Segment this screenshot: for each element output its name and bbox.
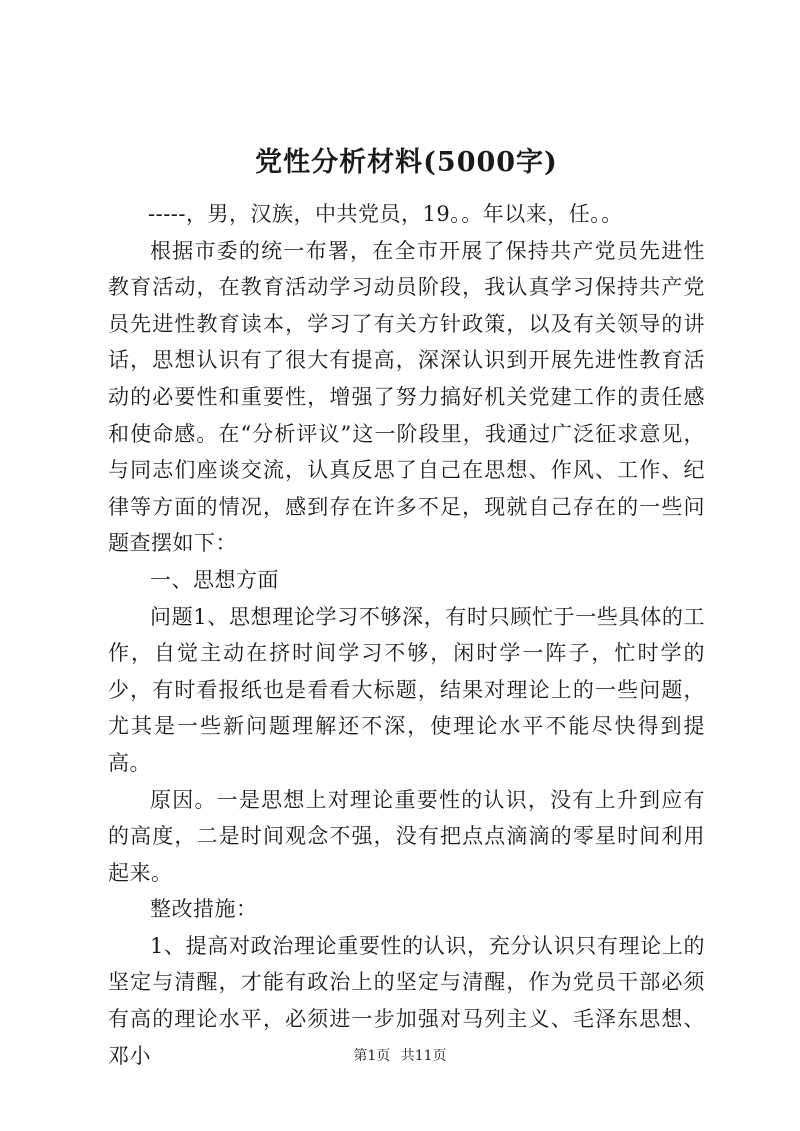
paragraph-measures-heading: 整改措施： <box>150 897 258 922</box>
document-title: 党性分析材料(5000字) <box>255 147 558 178</box>
section-heading-thought: 一、思想方面 <box>150 567 279 592</box>
page-number: 第1页 <box>353 1048 391 1064</box>
intro-line: -----，男，汉族，中共党员，19。。年以来，任。。 <box>148 202 623 226</box>
document-body <box>108 196 705 1074</box>
paragraph-measure-1: 1、提高对政治理论重要性的认识，充分认识只有理论上的坚定与清醒，才能有政治上的坚定与清醒，作为党员干部必须有高的理论水平，必须进一步加强对马列主义、毛泽东思想、邓小 <box>108 933 705 1068</box>
paragraph-background: 根据市委的统一布署，在全市开展了保持共产党员先进性教育活动，在教育活动学习动员阶段，我认真学习保持共产党员先进性教育读本，学习了有关方针政策，以及有关领导的讲话，思想认识有了很大有提高，深深认识到开展先进性教育活动的必要性和重要性，增强了努力搞好机关党建工作的责任感和使命感。在“分析评议”这一阶段里，我通过广泛征求意见，与同志们座谈交流，认真反思了自己在思想、作风、工作、纪律等方面的情况，感到存在许多不足，现就自己存在的一些问题查摆如下： <box>108 238 705 556</box>
page-footer <box>0 1045 800 1065</box>
paragraph-cause: 原因。一是思想上对理论重要性的认识，没有上升到应有的高度，二是时间观念不强，没有把点点滴滴的零星时间利用起来。 <box>108 787 705 885</box>
page-total: 共11页 <box>400 1048 447 1064</box>
paragraph-problem-1: 问题1、思想理论学习不够深，有时只顾忙于一些具体的工作，自觉主动在挤时间学习不够，闲时学一阵子，忙时学的少，有时看报纸也是看看大标题，结果对理论上的一些问题，尤其是一些新问题理解还不深，使理论水平不能尽快得到提高。 <box>108 604 705 775</box>
